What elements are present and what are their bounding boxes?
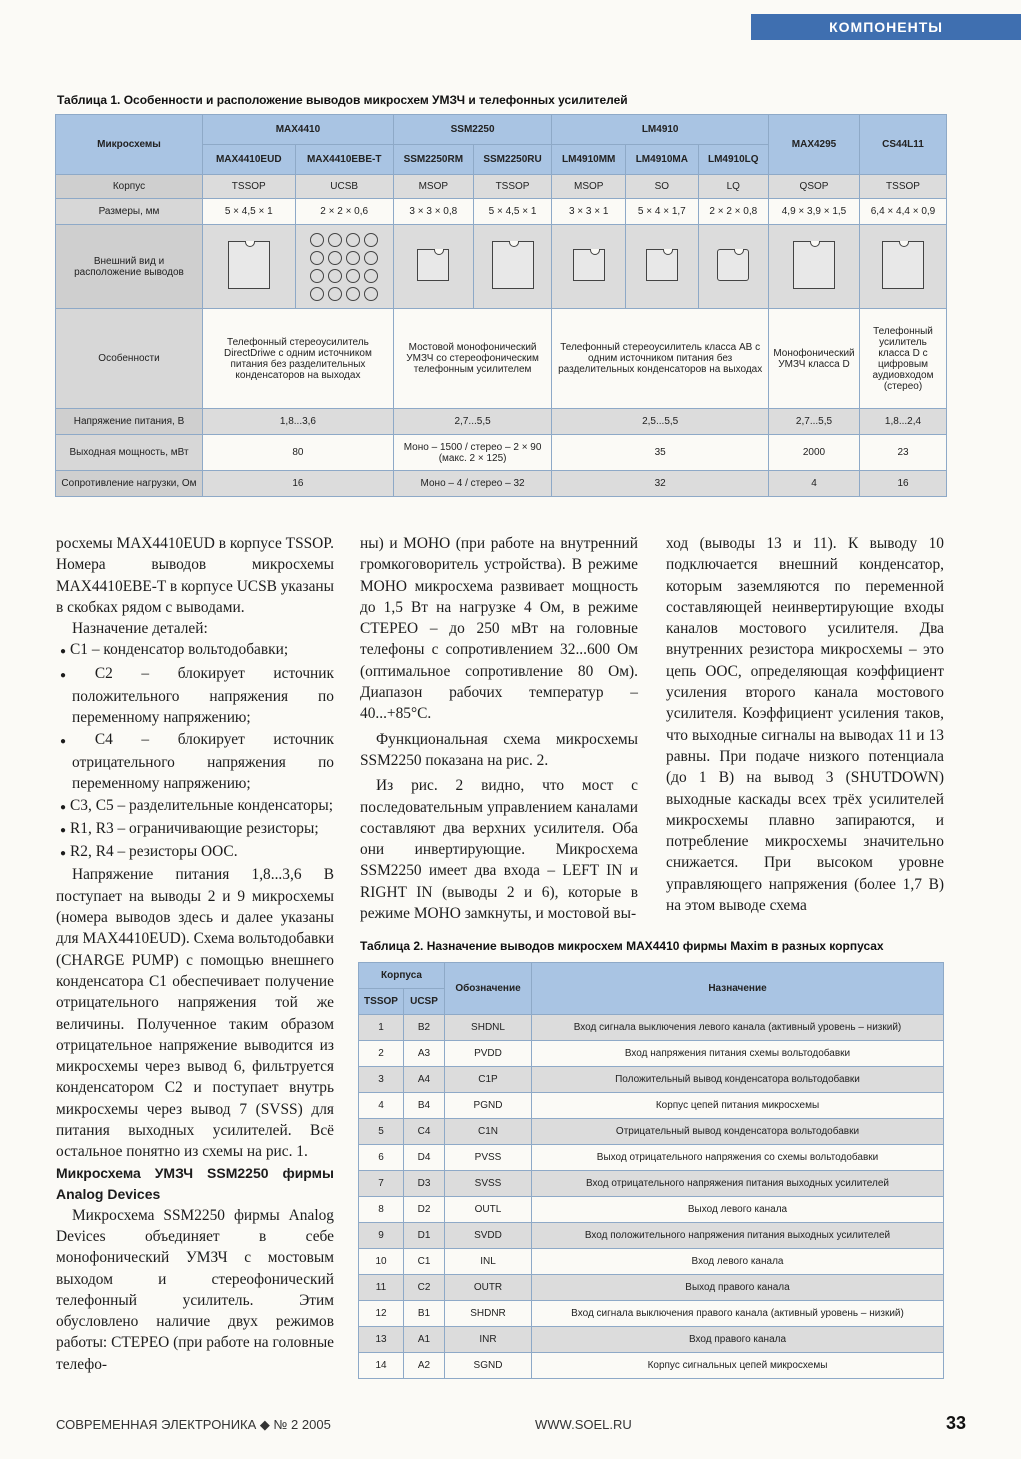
chip-drawing xyxy=(473,225,552,309)
cell: 80 xyxy=(203,435,394,471)
cell-purpose: Выход отрицательного напряжения со схемы вольтодобавки xyxy=(532,1145,944,1171)
table-row xyxy=(359,1353,944,1379)
cell-ucsp: B4 xyxy=(404,1093,445,1119)
page-number: 33 xyxy=(946,1413,967,1433)
ic-package-icon xyxy=(882,241,924,289)
cell-purpose: Вход левого канала xyxy=(532,1249,944,1275)
table2-header: Назначение xyxy=(532,963,944,1015)
cell: 16 xyxy=(860,471,947,497)
table-row xyxy=(359,1171,944,1197)
table1-caption: Таблица 1. Особенности и расположение выводов микросхем УМЗЧ и телефонных усилителей xyxy=(57,93,628,107)
cell: TSSOP xyxy=(203,175,296,199)
cell-tssop: 13 xyxy=(359,1327,404,1353)
cell-ucsp: C2 xyxy=(404,1275,445,1301)
cell-purpose: Вход положительного напряжения питания выходных усилителей xyxy=(532,1223,944,1249)
cell: SO xyxy=(626,175,698,199)
table2-header: Корпуса xyxy=(359,963,445,989)
table-row xyxy=(359,1275,944,1301)
cell-tssop: 2 xyxy=(359,1041,404,1067)
table-row xyxy=(359,1093,944,1119)
cell-ucsp: B1 xyxy=(404,1301,445,1327)
lq-package-icon xyxy=(717,249,749,281)
cell: TSSOP xyxy=(860,175,947,199)
table1-variant: MAX4410EUD xyxy=(203,145,296,175)
cell-tssop: 4 xyxy=(359,1093,404,1119)
text-column-1 xyxy=(56,533,334,1375)
cell: 5 × 4,5 × 1 xyxy=(473,199,552,225)
cell-ucsp: B2 xyxy=(404,1015,445,1041)
cell: 1,8...3,6 xyxy=(203,409,394,435)
cell: 4 xyxy=(769,471,860,497)
cell-tssop: 7 xyxy=(359,1171,404,1197)
cell-ucsp: D3 xyxy=(404,1171,445,1197)
table1-variant: SSM2250RU xyxy=(473,145,552,175)
cell: Телефонный стереоусилитель класса АВ с одним источником питания без разделительных конденсаторов на выходах xyxy=(552,309,769,409)
row-label: Выходная мощность, мВт xyxy=(56,435,203,471)
table1-group: MAX4410 xyxy=(203,115,394,145)
cell-purpose: Вход напряжения питания схемы вольтодобавки xyxy=(532,1041,944,1067)
table1-variant: LM4910MA xyxy=(626,145,698,175)
cell: 2000 xyxy=(769,435,860,471)
cell-name: OUTL xyxy=(445,1197,532,1223)
list-item: ● R1, R3 – ограничивающие резисторы; xyxy=(56,818,334,841)
ic-package-icon xyxy=(492,241,534,289)
paragraph: Назначение деталей: xyxy=(72,620,208,638)
cell: 5 × 4 × 1,7 xyxy=(626,199,698,225)
cell-ucsp: D1 xyxy=(404,1223,445,1249)
chip-drawing xyxy=(552,225,626,309)
ic-package-icon xyxy=(417,249,449,281)
ic-package-icon xyxy=(573,249,605,281)
cell-name: PGND xyxy=(445,1093,532,1119)
cell-purpose: Корпус сигнальных цепей микросхемы xyxy=(532,1353,944,1379)
cell: MSOP xyxy=(552,175,626,199)
list-item: ● C3, C5 – разделительные конденсаторы; xyxy=(56,795,334,818)
text-column-2 xyxy=(360,533,638,924)
cell-name: SHDNL xyxy=(445,1015,532,1041)
table-row xyxy=(359,1145,944,1171)
cell: 3 × 3 × 0,8 xyxy=(393,199,473,225)
cell: 2 × 2 × 0,8 xyxy=(698,199,768,225)
cell-name: SHDNR xyxy=(445,1301,532,1327)
cell-name: INL xyxy=(445,1249,532,1275)
cell: 2,7...5,5 xyxy=(769,409,860,435)
cell-name: SVSS xyxy=(445,1171,532,1197)
cell: Телефонный стереоусилитель DirectDriwe с одним источником питания без разделительных конденсаторов на выходах xyxy=(203,309,394,409)
row-label: Напряжение питания, В xyxy=(56,409,203,435)
cell-purpose: Выход правого канала xyxy=(532,1275,944,1301)
table-row xyxy=(359,1249,944,1275)
cell-purpose: Вход сигнала выключения левого канала (активный уровень – низкий) xyxy=(532,1015,944,1041)
cell-tssop: 11 xyxy=(359,1275,404,1301)
table2-caption: Таблица 2. Назначение выводов микросхем MAX4410 фирмы Maxim в разных корпусах xyxy=(360,939,884,953)
chip-drawing xyxy=(698,225,768,309)
chip-drawing xyxy=(295,225,393,309)
cell-name: SVDD xyxy=(445,1223,532,1249)
chip-drawing xyxy=(393,225,473,309)
paragraph: ны) и МОНО (при работе на внутренний громкоговоритель устройства). В режиме МОНО микросхема развивает мощность до 1,5 Вт на нагрузке 4 Ом, в режиме СТЕРЕО – до 250 мВт на головные телефоны с сопротивлением 32...600 Ом (оптимальное сопротивление 80 Ом). Диапазон рабочих температур –40...+85°C. xyxy=(360,535,638,723)
paragraph: Из рис. 2 видно, что мост с последовательным управлением каналами составляют два верхних усилителя. Оба они инвертирующие. Микросхема SSM2250 имеет два входа – LEFT IN и RIGHT IN (выводы 2 и 6), которые в режиме МОНО замкнуты, и мостовой вы- xyxy=(360,777,638,923)
cell: UCSB xyxy=(295,175,393,199)
cell-ucsp: C1 xyxy=(404,1249,445,1275)
cell-purpose: Корпус цепей питания микросхемы xyxy=(532,1093,944,1119)
cell: QSOP xyxy=(769,175,860,199)
paragraph: Функциональная схема микросхемы SSM2250 показана на рис. 2. xyxy=(360,730,638,769)
paragraph: Напряжение питания 1,8...3,6 В поступает на выводы 2 и 9 микросхемы (номера выводов здесь и далее указаны для MAX4410EUD). Схема вольтодобавки (CHARGE PUMP) с помощью внешнего конденсатора C1 обеспечивает получение отрицательного напряжения той же величины. Полученное таким образом отрицательное напряжение выводится из микросхемы через вывод 6, фильтруется конденсатором C2 и поступает внутрь микросхемы через вывод 7 (SVSS) для питания выходных усилителей. Всё остальное понятно из схемы на рис. 1. xyxy=(56,866,335,1161)
cell-name: C1P xyxy=(445,1067,532,1093)
cell: 2,5...5,5 xyxy=(552,409,769,435)
cell-tssop: 12 xyxy=(359,1301,404,1327)
cell: 35 xyxy=(552,435,769,471)
section-heading: Микросхема УМЗЧ SSM2250 фирмы Analog Devices xyxy=(56,1164,334,1202)
cell: LQ xyxy=(698,175,768,199)
cell: 3 × 3 × 1 xyxy=(552,199,626,225)
cell-tssop: 6 xyxy=(359,1145,404,1171)
cell: 1,8...2,4 xyxy=(860,409,947,435)
table1 xyxy=(55,114,947,497)
chip-drawing xyxy=(769,225,860,309)
table1-group: SSM2250 xyxy=(393,115,551,145)
cell: 2,7...5,5 xyxy=(393,409,551,435)
row-label: Корпус xyxy=(56,175,203,199)
table-row xyxy=(359,1301,944,1327)
cell: Моно – 4 / стерео – 32 xyxy=(393,471,551,497)
row-label: Особенности xyxy=(56,309,203,409)
cell: MSOP xyxy=(393,175,473,199)
chip-drawing xyxy=(860,225,947,309)
cell-ucsp: C4 xyxy=(404,1119,445,1145)
cell-purpose: Вход отрицательного напряжения питания выходных усилителей xyxy=(532,1171,944,1197)
table2 xyxy=(358,962,944,1379)
ic-package-icon xyxy=(646,249,678,281)
table2-header: Обозначение xyxy=(445,963,532,1015)
cell: 16 xyxy=(203,471,394,497)
row-label: Размеры, мм xyxy=(56,199,203,225)
cell-tssop: 3 xyxy=(359,1067,404,1093)
footer-journal: СОВРЕМЕННАЯ ЭЛЕКТРОНИКА ◆ № 2 2005 xyxy=(56,1417,331,1432)
cell: Телефонный усилитель класса D с цифровым аудиовходом (стерео) xyxy=(860,309,947,409)
cell-purpose: Выход левого канала xyxy=(532,1197,944,1223)
table2-header: UCSP xyxy=(404,989,445,1015)
list-item: ● C2 – блокирует источник положительного напряжения по переменному напряжению; xyxy=(56,663,334,729)
footer-site: WWW.SOEL.RU xyxy=(535,1417,632,1432)
table-row xyxy=(359,1223,944,1249)
cell-name: C1N xyxy=(445,1119,532,1145)
cell-ucsp: A2 xyxy=(404,1353,445,1379)
cell-purpose: Вход сигнала выключения правого канала (активный уровень – низкий) xyxy=(532,1301,944,1327)
table-row xyxy=(359,1015,944,1041)
row-label: Сопротивление нагрузки, Ом xyxy=(56,471,203,497)
list-item: ● C4 – блокирует источник отрицательного напряжения по переменному напряжению; xyxy=(56,729,334,795)
cell-ucsp: D2 xyxy=(404,1197,445,1223)
cell-ucsp: A1 xyxy=(404,1327,445,1353)
cell-tssop: 9 xyxy=(359,1223,404,1249)
ic-package-icon xyxy=(793,241,835,289)
cell-name: INR xyxy=(445,1327,532,1353)
table2-header: TSSOP xyxy=(359,989,404,1015)
cell-purpose: Вход правого канала xyxy=(532,1327,944,1353)
table-row xyxy=(359,1327,944,1353)
cell-tssop: 10 xyxy=(359,1249,404,1275)
cell: 4,9 × 3,9 × 1,5 xyxy=(769,199,860,225)
cell-tssop: 5 xyxy=(359,1119,404,1145)
section-header: КОМПОНЕНТЫ xyxy=(751,14,1021,40)
cell-name: OUTR xyxy=(445,1275,532,1301)
cell-tssop: 1 xyxy=(359,1015,404,1041)
cell-name: SGND xyxy=(445,1353,532,1379)
table1-group: CS44L11 xyxy=(860,115,947,175)
paragraph: Микросхема SSM2250 фирмы Analog Devices объединяет в себе монофонический УМЗЧ с мостовым выходом и стереофонический телефонный усилитель. Этим обусловлено наличие двух режимов работы: СТЕРЕО (при работе на головные телефо- xyxy=(56,1206,334,1373)
cell: 2 × 2 × 0,6 xyxy=(295,199,393,225)
cell-ucsp: A4 xyxy=(404,1067,445,1093)
table1-variant: MAX4410EBE-T xyxy=(295,145,393,175)
cell-purpose: Положительный вывод конденсатора вольтодобавки xyxy=(532,1067,944,1093)
cell-purpose: Отрицательный вывод конденсатора вольтодобавки xyxy=(532,1119,944,1145)
table1-variant: SSM2250RM xyxy=(393,145,473,175)
table-row xyxy=(359,1197,944,1223)
table-row xyxy=(359,1041,944,1067)
chip-drawing xyxy=(626,225,698,309)
cell: 32 xyxy=(552,471,769,497)
list-item: ● R2, R4 – резисторы ООС. xyxy=(56,841,334,864)
bga-package-icon xyxy=(310,233,378,301)
chip-drawing xyxy=(203,225,296,309)
cell-ucsp: A3 xyxy=(404,1041,445,1067)
text-column-3 xyxy=(666,533,944,916)
cell-name: PVDD xyxy=(445,1041,532,1067)
table1-variant: LM4910LQ xyxy=(698,145,768,175)
paragraph: ход (выводы 13 и 11). К выводу 10 подключается внешний конденсатор, которым заземляются по переменной составляющей неинвертирующие входы каналов мостового усилителя. Два внутренних резистора микросхемы – это цепь ООС, определяющая коэффициент усиления второго канала мостового усилителя. Коэффициент усиления таков, что выходные сигналы на выводах 11 и 13 равны. При подаче низкого потенциала (до 1 В) на вывод 3 (SHUTDOWN) выходные каскады всех трёх усилителей микросхемы плавно запираются, и потребление микросхемы значительно снижается. При высоком уровне управляющего напряжения (более 1,7 В) на этом выводе схема xyxy=(666,535,944,915)
cell: TSSOP xyxy=(473,175,552,199)
ic-package-icon xyxy=(228,241,270,289)
table1-group: LM4910 xyxy=(552,115,769,145)
paragraph: росхемы MAX4410EUD в корпусе TSSOP. Номера выводов микросхемы MAX4410EBE-T в корпусе UCSB указаны в скобках рядом с выводами. xyxy=(56,535,335,616)
cell: 5 × 4,5 × 1 xyxy=(203,199,296,225)
cell-tssop: 14 xyxy=(359,1353,404,1379)
cell: Моно – 1500 / стерео – 2 × 90 (макс. 2 × 125) xyxy=(393,435,551,471)
row-label: Внешний вид и расположение выводов xyxy=(56,225,203,309)
cell: 23 xyxy=(860,435,947,471)
list-item: ● C1 – конденсатор вольтодобавки; xyxy=(56,639,334,662)
table-row xyxy=(359,1067,944,1093)
cell: 6,4 × 4,4 × 0,9 xyxy=(860,199,947,225)
cell-name: PVSS xyxy=(445,1145,532,1171)
table-row xyxy=(359,1119,944,1145)
table1-corner: Микросхемы xyxy=(56,115,203,175)
cell: Мостовой монофонический УМЗЧ со стереофоническим телефонным усилителем xyxy=(393,309,551,409)
cell-tssop: 8 xyxy=(359,1197,404,1223)
table1-variant: LM4910MM xyxy=(552,145,626,175)
table1-group: MAX4295 xyxy=(769,115,860,175)
parts-list xyxy=(56,639,334,864)
cell: Монофонический УМЗЧ класса D xyxy=(769,309,860,409)
cell-ucsp: D4 xyxy=(404,1145,445,1171)
